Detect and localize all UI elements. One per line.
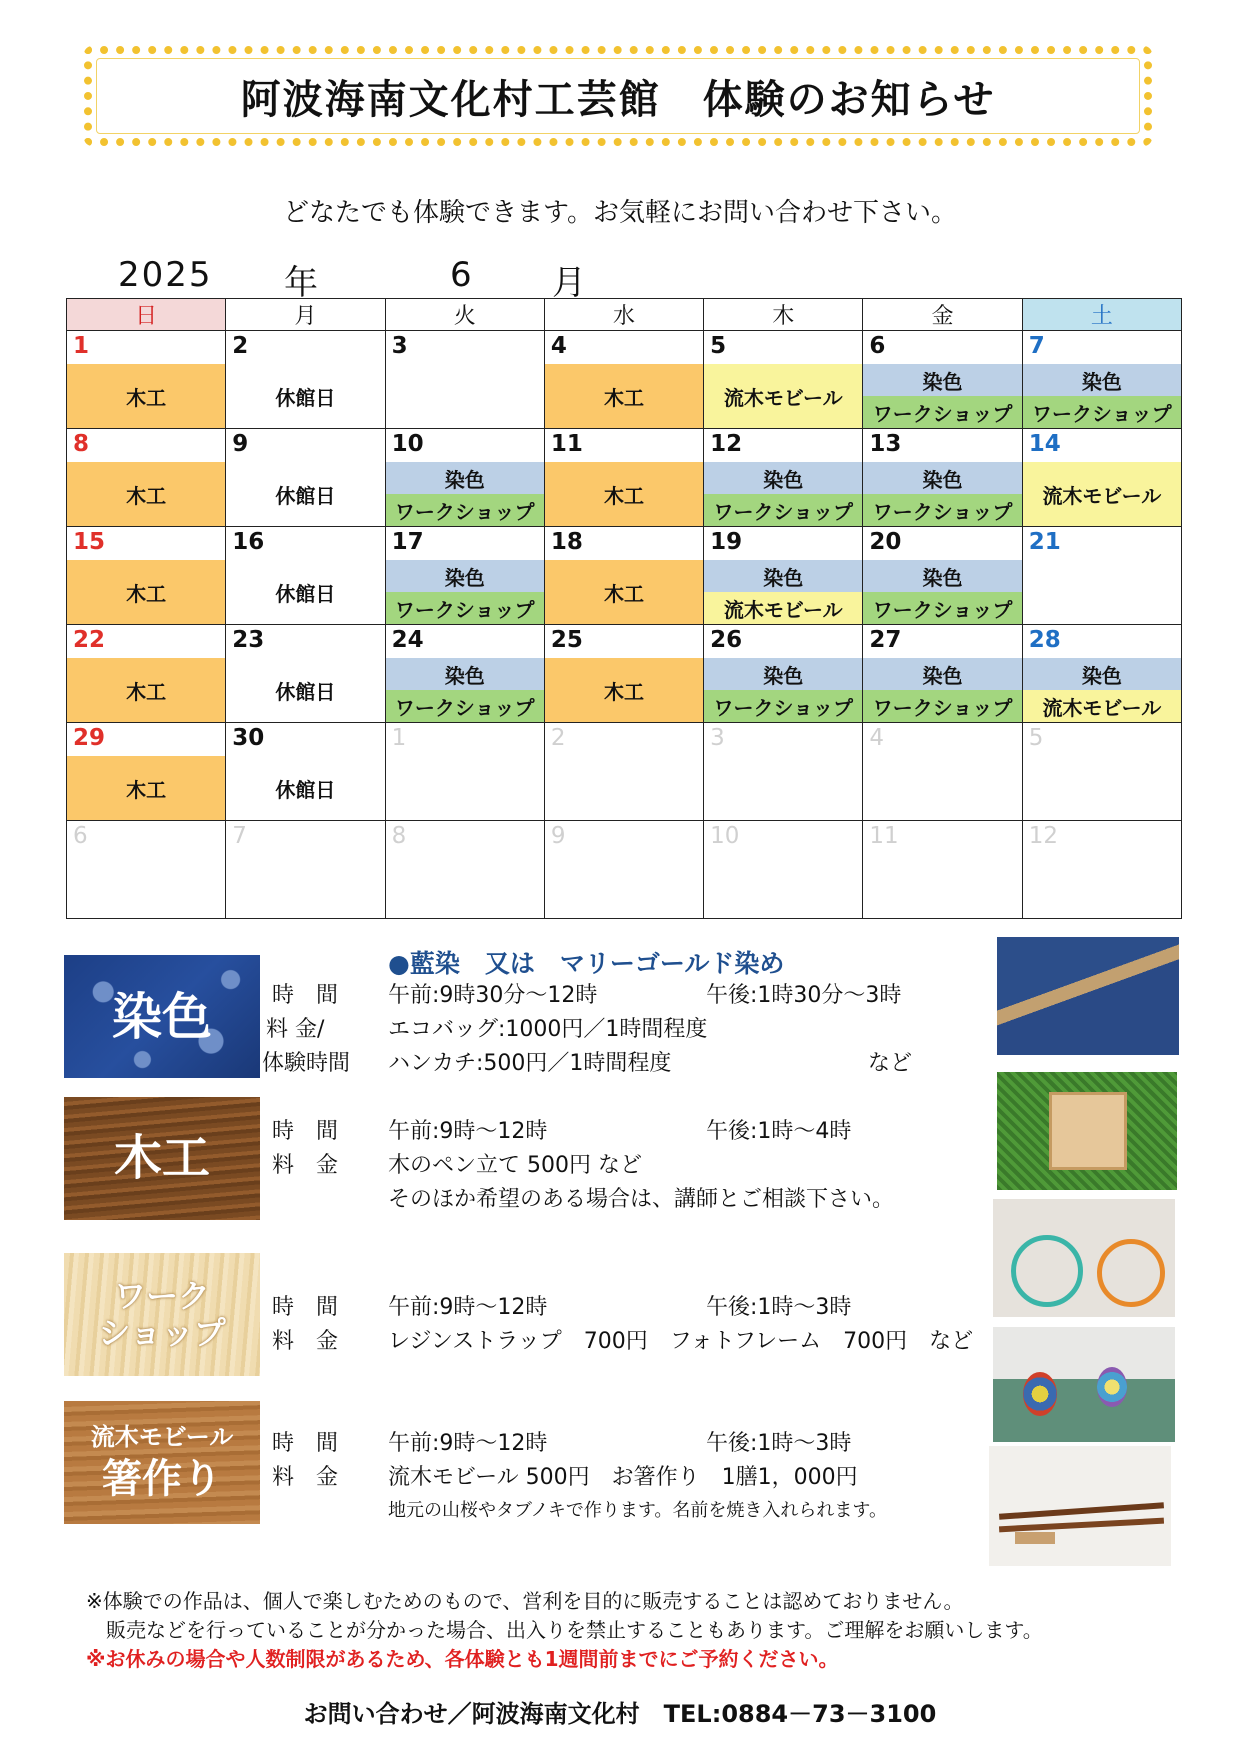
dye-fee-2: ハンカチ:500円／1時間程度 — [388, 1051, 672, 1076]
calendar-day-cell — [863, 527, 1022, 625]
calendar-day-cell — [1022, 429, 1181, 527]
calendar-day-cell — [863, 821, 1022, 919]
day-number: 25 — [550, 627, 583, 653]
day-number: 3 — [710, 725, 725, 751]
calendar-day-cell — [704, 625, 863, 723]
day-number: 3 — [391, 333, 408, 359]
weekday-wed: 水 — [544, 299, 703, 331]
event-dye: 染色 — [1023, 658, 1181, 690]
calendar-day-cell — [704, 821, 863, 919]
day-number: 29 — [73, 725, 106, 751]
calendar-day-cell — [385, 625, 544, 723]
day-number: 9 — [232, 431, 249, 457]
workshop-banner-line2: ショップ — [98, 1313, 226, 1352]
day-number: 18 — [550, 529, 583, 555]
calendar-day-cell — [544, 625, 703, 723]
day-number: 23 — [232, 627, 265, 653]
event-closed: 休館日 — [275, 483, 336, 508]
dye-heading: ●藍染 又は マリーゴールド染め — [388, 949, 785, 978]
day-number: 21 — [1028, 529, 1061, 555]
event-dye: 染色 — [863, 364, 1021, 396]
workshop-fee-1: レジンストラップ 700円 フォトフレーム 700円 など — [388, 1329, 974, 1354]
calendar-week-row — [67, 821, 1182, 919]
weekday-fri: 金 — [863, 299, 1022, 331]
event-workshop: ワークショップ — [704, 690, 862, 722]
calendar-day-cell — [544, 527, 703, 625]
month-unit: 月 — [552, 263, 588, 303]
day-number: 20 — [869, 529, 902, 555]
event-workshop: ワークショップ — [863, 592, 1021, 624]
workshop-banner — [64, 1253, 260, 1376]
event-wood: 木工 — [67, 462, 225, 526]
calendar-day-cell — [544, 723, 703, 821]
day-number: 28 — [1028, 627, 1061, 653]
calendar-day-cell — [226, 625, 385, 723]
event-dye: 染色 — [863, 560, 1021, 592]
workshop-fee-label: 料 金 — [272, 1329, 339, 1354]
dye-fee-2-suffix: など — [868, 1051, 913, 1076]
day-number: 17 — [391, 529, 424, 555]
dye-duration-label: 体験時間 — [262, 1051, 351, 1076]
calendar-day-cell — [67, 429, 226, 527]
driftwood-time-pm: 午後:1時～3時 — [706, 1431, 852, 1456]
calendar-day-cell — [67, 723, 226, 821]
event-workshop: ワークショップ — [863, 494, 1021, 526]
day-number: 1 — [73, 333, 90, 359]
calendar-day-cell — [863, 723, 1022, 821]
day-number: 13 — [869, 431, 902, 457]
event-dye: 染色 — [386, 658, 544, 690]
event-driftwood: 流木モビール — [1023, 462, 1181, 526]
day-number: 24 — [391, 627, 424, 653]
event-wood: 木工 — [67, 364, 225, 428]
calendar-week-row — [67, 429, 1182, 527]
glass-ball-orange — [1097, 1239, 1165, 1307]
day-number: 8 — [73, 431, 90, 457]
day-number: 26 — [710, 627, 743, 653]
dye-time-label: 時 間 — [272, 983, 339, 1008]
day-number: 10 — [710, 823, 740, 849]
event-dye: 染色 — [704, 462, 862, 494]
calendar-table — [66, 298, 1182, 919]
calendar-day-cell — [1022, 527, 1181, 625]
day-number: 7 — [232, 823, 247, 849]
weekday-sat: 土 — [1022, 299, 1181, 331]
note-line-3: ※お休みの場合や人数制限があるため、各体験とも1週間前までにご予約ください。 — [86, 1647, 839, 1671]
day-number: 4 — [869, 725, 885, 751]
day-number: 5 — [710, 333, 727, 359]
year-value: 2025 — [118, 255, 213, 295]
calendar-day-cell — [67, 527, 226, 625]
weekday-header-row — [67, 299, 1182, 331]
day-number: 2 — [232, 333, 249, 359]
wood-photo — [997, 1072, 1177, 1190]
event-workshop: ワークショップ — [386, 494, 544, 526]
calendar-day-cell — [1022, 821, 1181, 919]
event-closed: 休館日 — [275, 385, 336, 410]
weekday-sun: 日 — [67, 299, 226, 331]
chopstick-rest — [1015, 1532, 1055, 1544]
calendar-day-cell — [385, 723, 544, 821]
workshop-time-am: 午前:9時～12時 — [388, 1295, 548, 1320]
calendar-day-cell — [67, 821, 226, 919]
note-line-1: ※体験での作品は、個人で楽しむためのもので、営利を目的に販売することは認めておりません。 — [86, 1589, 964, 1613]
calendar-week-row — [67, 625, 1182, 723]
day-number: 12 — [710, 431, 743, 457]
chopsticks-photo — [989, 1446, 1171, 1566]
calendar-day-cell — [226, 429, 385, 527]
page-title: 阿波海南文化村工芸館 体験のお知らせ — [240, 76, 996, 123]
day-number: 11 — [550, 431, 583, 457]
weekday-thu: 木 — [704, 299, 863, 331]
calendar-day-cell — [544, 429, 703, 527]
wood-fee-label: 料 金 — [272, 1153, 339, 1178]
wood-time-pm: 午後:1時～4時 — [706, 1119, 852, 1144]
calendar-day-cell — [704, 429, 863, 527]
event-workshop: ワークショップ — [704, 494, 862, 526]
driftwood-banner-line1: 流木モビール — [90, 1421, 234, 1451]
contact-info: お問い合わせ／阿波海南文化村 TEL:0884－73－3100 — [303, 1700, 937, 1728]
mobile-ornament-1 — [1023, 1372, 1057, 1416]
event-workshop: ワークショップ — [863, 690, 1021, 722]
workshop-time-label: 時 間 — [272, 1295, 339, 1320]
event-wood: 木工 — [67, 756, 225, 820]
dye-time-pm: 午後:1時30分～3時 — [706, 983, 902, 1008]
event-dye: 染色 — [1023, 364, 1181, 396]
calendar-day-cell — [544, 331, 703, 429]
calendar-day-cell — [226, 527, 385, 625]
calendar-day-cell — [1022, 331, 1181, 429]
day-number: 11 — [869, 823, 899, 849]
driftwood-fee-1: 流木モビール 500円 お箸作り 1膳1，000円 — [388, 1465, 858, 1490]
calendar-day-cell — [863, 625, 1022, 723]
event-driftwood: 流木モビール — [704, 592, 862, 624]
calendar-day-cell — [863, 331, 1022, 429]
event-workshop: ワークショップ — [1023, 396, 1181, 428]
note-line-2: 販売などを行っていることが分かった場合、出入りを禁止することもあります。ご理解をお願いします。 — [86, 1618, 1043, 1642]
day-number: 10 — [391, 431, 424, 457]
chopstick-2 — [999, 1518, 1164, 1533]
calendar-day-cell — [226, 821, 385, 919]
calendar-week-row — [67, 723, 1182, 821]
calendar-week-row — [67, 331, 1182, 429]
glass-ball-teal — [1011, 1235, 1083, 1307]
calendar-day-cell — [1022, 723, 1181, 821]
calendar-day-cell — [863, 429, 1022, 527]
wood-fee-2: そのほか希望のある場合は、講師とご相談下さい。 — [388, 1187, 895, 1212]
event-dye: 染色 — [863, 462, 1021, 494]
day-number: 7 — [1028, 333, 1045, 359]
event-wood: 木工 — [545, 364, 703, 428]
event-closed: 休館日 — [275, 777, 336, 802]
calendar-week-row — [67, 527, 1182, 625]
driftwood-banner-line2: 箸作り — [102, 1455, 222, 1503]
calendar-day-cell — [1022, 625, 1181, 723]
dye-fee-1: エコバッグ:1000円／1時間程度 — [388, 1017, 708, 1042]
dye-banner-label: 染色 — [112, 986, 212, 1046]
event-wood: 木工 — [545, 462, 703, 526]
day-number: 12 — [1028, 823, 1058, 849]
mobile-ornament-2 — [1097, 1367, 1127, 1407]
wood-time-am: 午前:9時～12時 — [388, 1119, 548, 1144]
day-number: 14 — [1028, 431, 1061, 457]
event-dye: 染色 — [386, 462, 544, 494]
dye-banner — [64, 955, 260, 1078]
event-wood: 木工 — [545, 658, 703, 722]
driftwood-fee-2: 地元の山桜やタブノキで作ります。名前を焼き入れられます。 — [388, 1500, 887, 1521]
dye-photo — [997, 937, 1179, 1055]
day-number: 22 — [73, 627, 106, 653]
calendar-day-cell — [704, 331, 863, 429]
calendar-day-cell — [226, 723, 385, 821]
day-number: 8 — [391, 823, 407, 849]
driftwood-time-am: 午前:9時～12時 — [388, 1431, 548, 1456]
subtitle: どなたでも体験できます。お気軽にお問い合わせ下さい。 — [283, 198, 957, 228]
day-number: 27 — [869, 627, 902, 653]
day-number: 16 — [232, 529, 265, 555]
event-workshop: ワークショップ — [863, 396, 1021, 428]
event-dye: 染色 — [863, 658, 1021, 690]
day-number: 1 — [391, 725, 407, 751]
wood-fee-1: 木のペン立て 500円 など — [388, 1153, 642, 1178]
calendar-day-cell — [704, 527, 863, 625]
calendar-day-cell — [226, 331, 385, 429]
wood-banner-label: 木工 — [113, 1129, 210, 1186]
calendar-day-cell — [385, 331, 544, 429]
month-value: 6 — [450, 255, 474, 295]
workshop-photo — [993, 1199, 1175, 1317]
calendar-day-cell — [67, 331, 226, 429]
dye-fee-label: 料 金/ — [266, 1017, 325, 1042]
driftwood-banner — [64, 1401, 260, 1524]
event-wood: 木工 — [67, 560, 225, 624]
event-wood: 木工 — [545, 560, 703, 624]
driftwood-time-label: 時 間 — [272, 1431, 339, 1456]
event-dye: 染色 — [704, 560, 862, 592]
event-driftwood: 流木モビール — [704, 364, 862, 428]
event-workshop: ワークショップ — [386, 592, 544, 624]
calendar-day-cell — [67, 625, 226, 723]
weekday-mon: 月 — [226, 299, 385, 331]
calendar-body — [67, 331, 1182, 919]
year-unit: 年 — [284, 263, 320, 303]
day-number: 4 — [550, 333, 567, 359]
day-number: 30 — [232, 725, 265, 751]
day-number: 15 — [73, 529, 106, 555]
event-dye: 染色 — [386, 560, 544, 592]
event-dye: 染色 — [704, 658, 862, 690]
day-number: 6 — [73, 823, 88, 849]
mobile-photo — [993, 1327, 1175, 1442]
day-number: 9 — [550, 823, 566, 849]
weekday-tue: 火 — [385, 299, 544, 331]
day-number: 6 — [869, 333, 886, 359]
calendar-day-cell — [385, 527, 544, 625]
title-banner — [84, 46, 1152, 146]
event-closed: 休館日 — [275, 679, 336, 704]
workshop-banner-line1: ワーク — [113, 1276, 210, 1315]
workshop-time-pm: 午後:1時～3時 — [706, 1295, 852, 1320]
chopstick-1 — [999, 1502, 1164, 1519]
driftwood-fee-label: 料 金 — [272, 1465, 339, 1490]
calendar-day-cell — [385, 429, 544, 527]
dye-time-am: 午前:9時30分～12時 — [388, 983, 598, 1008]
day-number: 5 — [1028, 725, 1044, 751]
event-driftwood: 流木モビール — [1023, 690, 1181, 722]
wood-banner — [64, 1097, 260, 1220]
day-number: 2 — [550, 725, 566, 751]
event-wood: 木工 — [67, 658, 225, 722]
wood-time-label: 時 間 — [272, 1119, 339, 1144]
calendar-day-cell — [544, 821, 703, 919]
event-closed: 休館日 — [275, 581, 336, 606]
calendar-day-cell — [385, 821, 544, 919]
event-workshop: ワークショップ — [386, 690, 544, 722]
day-number: 19 — [710, 529, 743, 555]
calendar-day-cell — [704, 723, 863, 821]
